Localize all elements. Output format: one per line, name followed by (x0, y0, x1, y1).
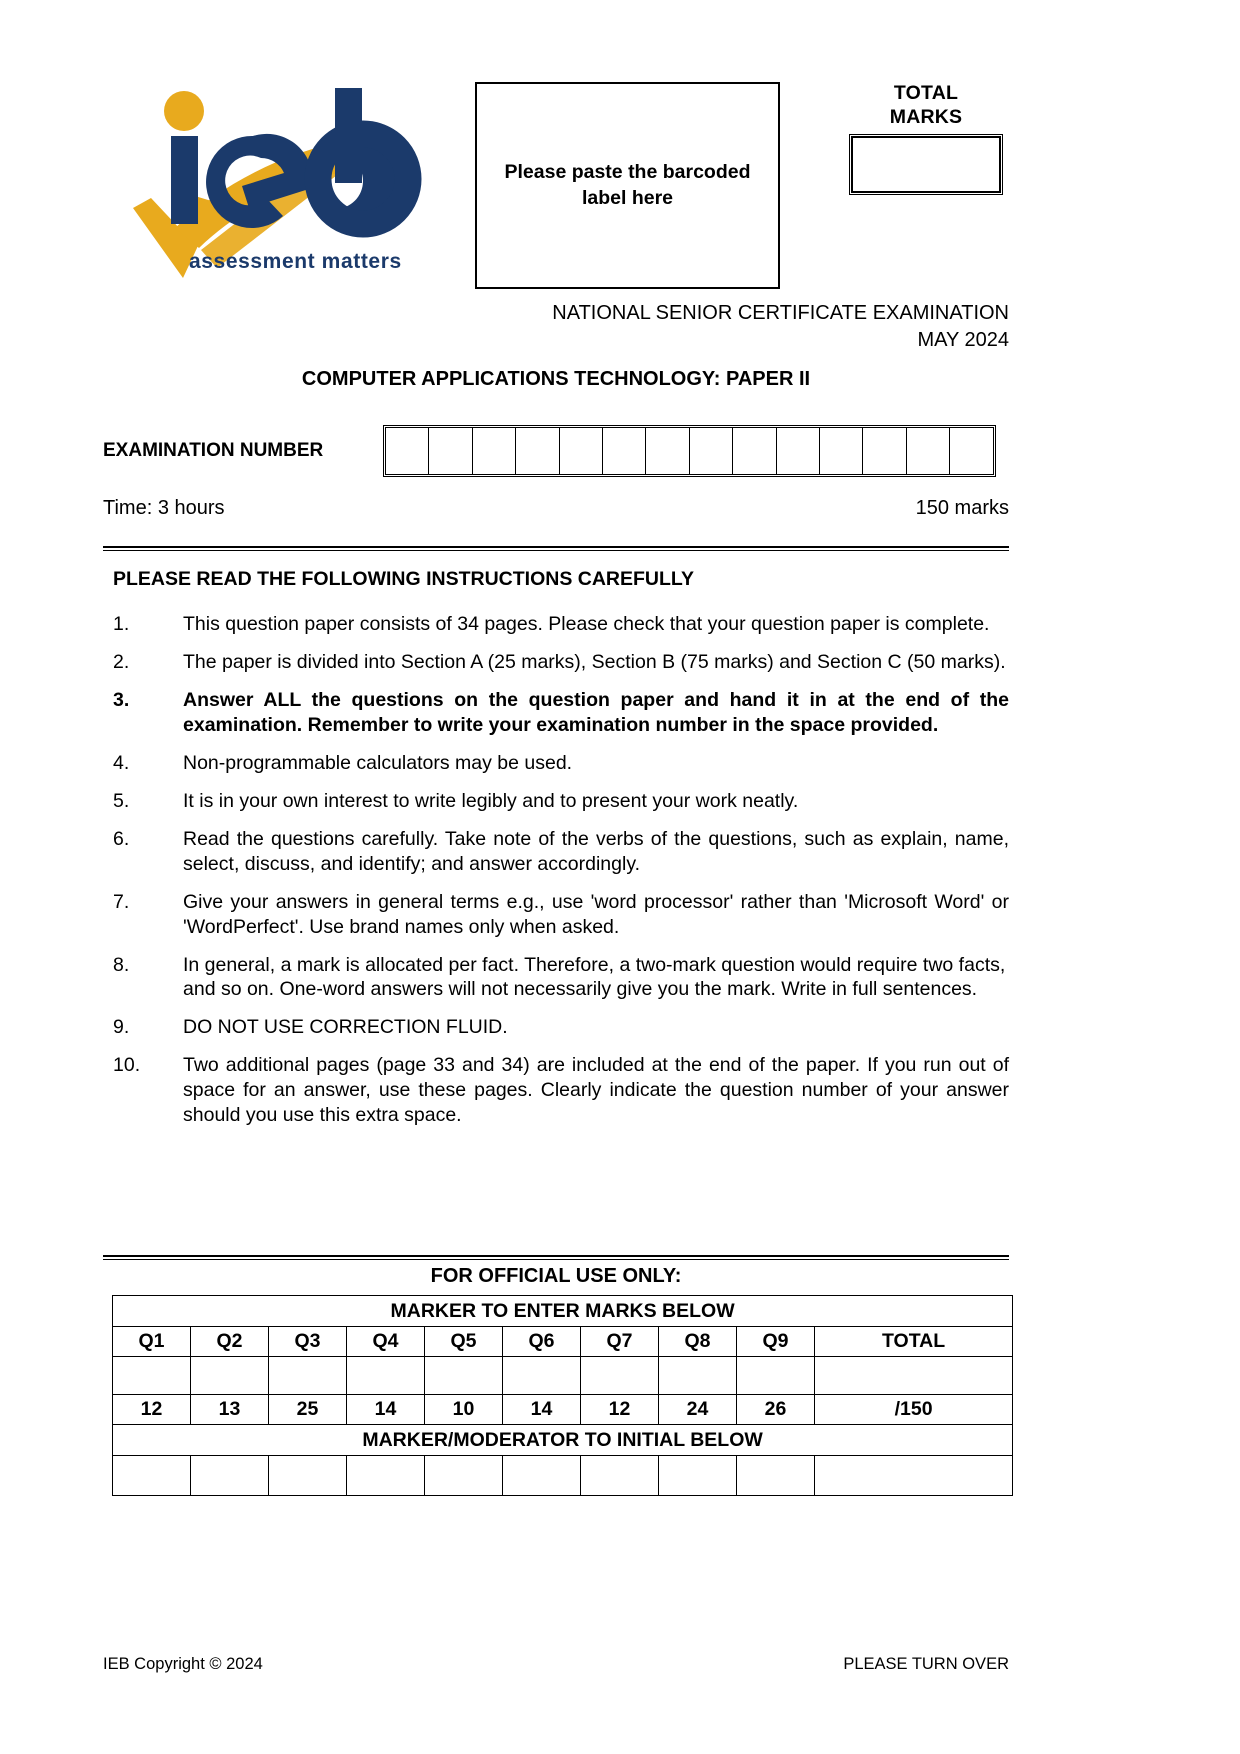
question-header-q3: Q3 (269, 1327, 347, 1357)
entered-mark-cell[interactable] (191, 1357, 269, 1395)
examination-authority-block (103, 300, 1009, 353)
initial-banner: MARKER/MODERATOR TO INITIAL BELOW (113, 1425, 1013, 1456)
question-header-q7: Q7 (581, 1327, 659, 1357)
total-header: TOTAL (815, 1327, 1013, 1357)
entered-mark-cell[interactable] (113, 1357, 191, 1395)
page-header (103, 70, 1009, 295)
examination-number-cell[interactable] (690, 428, 733, 474)
max-mark-cell: 26 (737, 1395, 815, 1425)
session-line: MAY 2024 (917, 328, 1009, 351)
instruction-item (113, 789, 1009, 814)
page-title: COMPUTER APPLICATIONS TECHNOLOGY: PAPER II (301, 368, 811, 390)
table-row (113, 1456, 1013, 1496)
instruction-text: Non-programmable calculators may be used. (183, 751, 573, 774)
instruction-number: 3. (113, 688, 130, 711)
instruction-item (113, 612, 1009, 637)
instruction-item (113, 688, 1009, 738)
question-header-q5: Q5 (425, 1327, 503, 1357)
question-header-q6: Q6 (503, 1327, 581, 1357)
time-and-marks-row (103, 497, 1009, 520)
initial-cell[interactable] (113, 1456, 191, 1496)
max-mark-cell: 12 (581, 1395, 659, 1425)
examination-number-cell[interactable] (863, 428, 906, 474)
instruction-number: 2. (113, 650, 130, 673)
table-row (113, 1327, 1013, 1357)
barcode-instruction-text: Please paste the barcoded label here (504, 161, 751, 209)
max-mark-cell: 10 (425, 1395, 503, 1425)
entered-mark-cell[interactable] (581, 1357, 659, 1395)
instruction-item (113, 827, 1009, 877)
question-header-q8: Q8 (659, 1327, 737, 1357)
instruction-item (113, 1015, 1009, 1040)
instruction-number: 9. (113, 1016, 130, 1039)
marker-banner: MARKER TO ENTER MARKS BELOW (113, 1296, 1013, 1327)
turn-over-text: PLEASE TURN OVER (843, 1655, 1009, 1673)
initial-cell[interactable] (503, 1456, 581, 1496)
examination-number-cell[interactable] (733, 428, 776, 474)
initial-cell[interactable] (581, 1456, 659, 1496)
question-header-q2: Q2 (191, 1327, 269, 1357)
instruction-text: It is in your own interest to write legibly and to present your work neatly. (183, 789, 799, 812)
examination-number-cell[interactable] (473, 428, 516, 474)
examination-number-cell[interactable] (560, 428, 603, 474)
examination-number-cell[interactable] (603, 428, 646, 474)
instruction-text: Read the questions carefully. Take note of the verbs of the questions, such as explain, name, select, discuss, and identify; and answer accordingly. (183, 827, 1009, 875)
question-header-q1: Q1 (113, 1327, 191, 1357)
table-row (113, 1425, 1013, 1456)
instructions-list (113, 612, 1009, 1141)
instruction-number: 7. (113, 890, 130, 913)
initial-total-cell[interactable] (815, 1456, 1013, 1496)
official-use-title: FOR OFFICIAL USE ONLY: (430, 1265, 682, 1287)
examination-number-cell[interactable] (820, 428, 863, 474)
entered-mark-cell[interactable] (269, 1357, 347, 1395)
instruction-item (113, 751, 1009, 776)
max-mark-cell: 14 (347, 1395, 425, 1425)
copyright-text: IEB Copyright © 2024 (103, 1655, 263, 1673)
entered-mark-cell[interactable] (737, 1357, 815, 1395)
svg-text:assessment matters: assessment matters (189, 250, 402, 273)
table-row (113, 1296, 1013, 1327)
instruction-text: Give your answers in general terms e.g., use 'word processor' rather than 'Microsoft Word' or 'WordPerfect'. Use brand names only when asked. (183, 890, 1009, 938)
examination-number-cell[interactable] (516, 428, 559, 474)
instruction-text: The paper is divided into Section A (25 marks), Section B (75 marks) and Section C (50 marks). (183, 650, 1006, 673)
instruction-text: Two additional pages (page 33 and 34) are included at the end of the paper. If you run out of space for an answer, use these pages. Clearly indicate the question number of your answer should you use this extra space. (183, 1054, 1009, 1127)
instruction-number: 10. (113, 1054, 141, 1077)
total-marks-label-line2: MARKS (889, 105, 963, 128)
examination-number-row (103, 425, 1009, 477)
initial-cell[interactable] (191, 1456, 269, 1496)
entered-total-cell[interactable] (815, 1357, 1013, 1395)
initial-cell[interactable] (269, 1456, 347, 1496)
instruction-text: Answer ALL the questions on the question paper and hand it in at the end of the examination. Remember to write your examination number in the space provided. (183, 688, 1009, 736)
initial-cell[interactable] (737, 1456, 815, 1496)
marks-table (112, 1295, 1013, 1496)
initial-cell[interactable] (347, 1456, 425, 1496)
instruction-number: 8. (113, 953, 130, 976)
initial-cell[interactable] (659, 1456, 737, 1496)
initial-cell[interactable] (425, 1456, 503, 1496)
instruction-item (113, 650, 1009, 675)
max-mark-cell: 13 (191, 1395, 269, 1425)
examination-number-label: EXAMINATION NUMBER (103, 440, 324, 461)
examination-number-cell[interactable] (429, 428, 472, 474)
instruction-item (113, 1053, 1009, 1128)
entered-mark-cell[interactable] (659, 1357, 737, 1395)
divider-bottom (103, 1255, 1009, 1260)
instructions-heading: PLEASE READ THE FOLLOWING INSTRUCTIONS CAREFULLY (113, 568, 695, 590)
total-marks-section (845, 82, 1007, 193)
examination-number-cell[interactable] (386, 428, 429, 474)
instruction-number: 1. (113, 613, 130, 635)
examination-number-cell[interactable] (777, 428, 820, 474)
barcode-label-box[interactable] (475, 82, 780, 289)
entered-mark-cell[interactable] (347, 1357, 425, 1395)
instruction-text: This question paper consists of 34 pages. Please check that your question paper is complete. (183, 613, 990, 635)
instruction-text: DO NOT USE CORRECTION FLUID. (183, 1016, 508, 1039)
max-total-cell: /150 (815, 1395, 1013, 1425)
total-marks-input-box[interactable] (851, 136, 1001, 193)
instruction-number: 5. (113, 789, 130, 812)
max-mark-cell: 14 (503, 1395, 581, 1425)
question-header-q9: Q9 (737, 1327, 815, 1357)
examination-number-input[interactable] (385, 427, 994, 475)
instruction-text: In general, a mark is allocated per fact. Therefore, a two-mark question would require two facts, and so on. One-word answers will not necessarily give you the mark. Write in full sentences. (183, 953, 1006, 1001)
divider-top (103, 546, 1009, 551)
instruction-item (113, 953, 1009, 1003)
total-marks-label-line1: TOTAL (893, 82, 959, 104)
instruction-number: 4. (113, 751, 130, 774)
authority-line: NATIONAL SENIOR CERTIFICATE EXAMINATION (552, 302, 1009, 324)
max-mark-cell: 12 (113, 1395, 191, 1425)
max-mark-cell: 25 (269, 1395, 347, 1425)
max-mark-cell: 24 (659, 1395, 737, 1425)
instruction-item (113, 890, 1009, 940)
examination-number-cell[interactable] (646, 428, 689, 474)
instruction-number: 6. (113, 827, 130, 850)
ieb-logo (113, 78, 433, 288)
examination-number-cell[interactable] (950, 428, 993, 474)
total-marks-text: 150 marks (915, 497, 1009, 519)
table-row (113, 1395, 1013, 1425)
question-header-q4: Q4 (347, 1327, 425, 1357)
time-label: Time: 3 hours (103, 497, 225, 519)
page-footer (103, 1655, 1009, 1674)
entered-mark-cell[interactable] (425, 1357, 503, 1395)
entered-mark-cell[interactable] (503, 1357, 581, 1395)
table-row (113, 1357, 1013, 1395)
total-marks-label (845, 82, 1007, 130)
examination-number-cell[interactable] (907, 428, 950, 474)
